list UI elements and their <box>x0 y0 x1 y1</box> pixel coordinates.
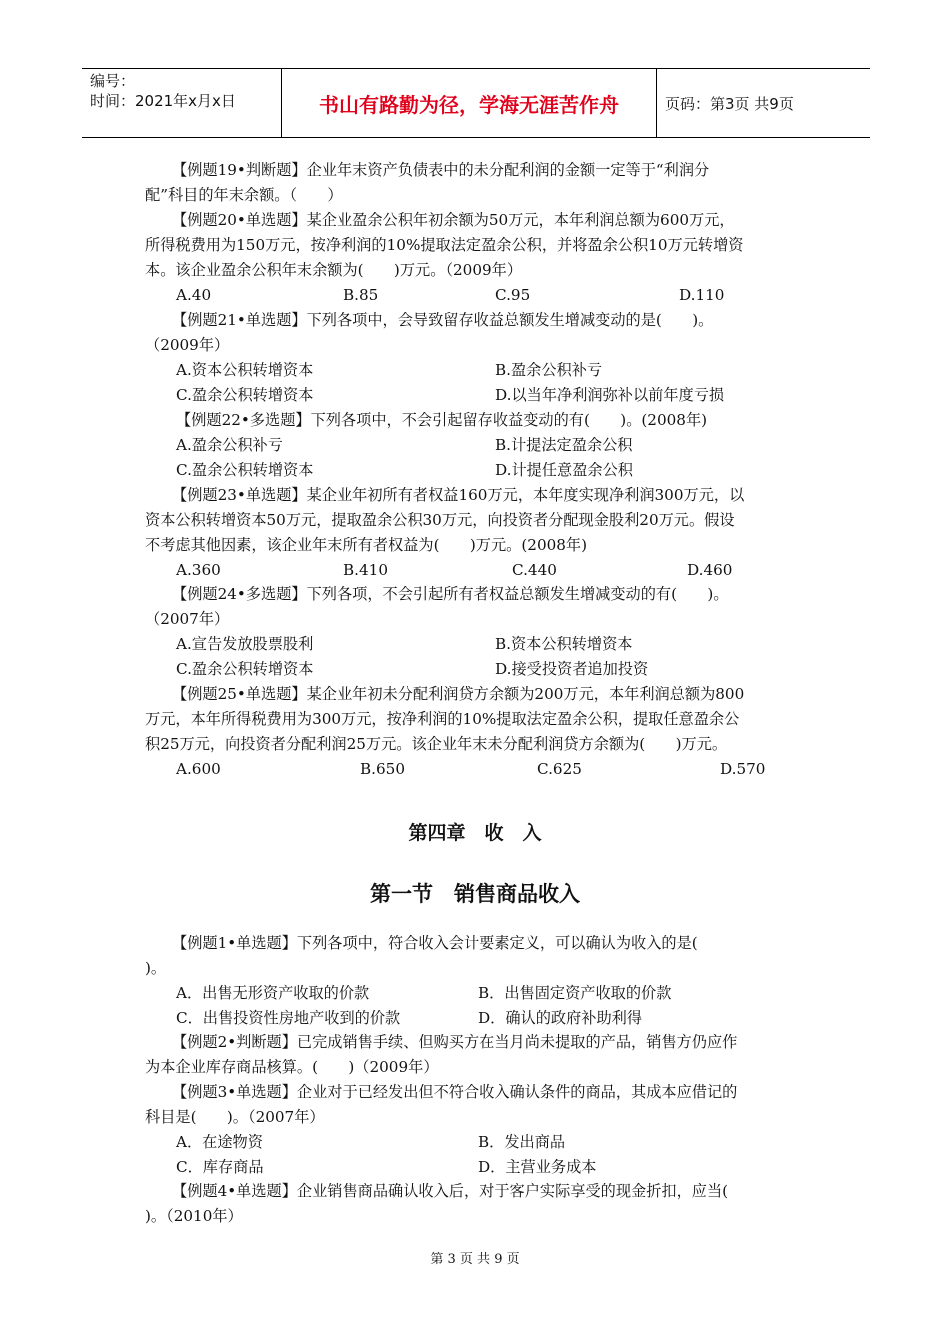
section-title: 第一节 销售商品收入 <box>370 882 580 906</box>
option-d: D.460 <box>687 561 733 579</box>
header-meta <box>82 69 282 137</box>
option-d: D.以当年净利润弥补以前年度亏损 <box>495 386 725 404</box>
option-d: D.110 <box>679 286 725 304</box>
header-motto: 书山有路勤为径，学海无涯苦作舟 <box>282 69 657 137</box>
text-line: 【例题3•单选题】企业对于已经发出但不符合收入确认条件的商品，其成本应借记的 <box>172 1083 738 1101</box>
option-a: A．出售无形资产收取的价款 <box>176 984 370 1002</box>
option-c: C.盈余公积转增资本 <box>176 386 314 404</box>
option-c: C.625 <box>537 760 582 778</box>
option-c: C.440 <box>512 561 557 579</box>
text-line: 科目是( )。（2007年） <box>145 1108 325 1126</box>
option-b: B.盈余公积补亏 <box>495 361 603 379</box>
text-line: 积25万元，向投资者分配利润25万元。该企业年末未分配利润贷方余额为( )万元。 <box>145 735 728 753</box>
text-line: 【例题25•单选题】某企业年初未分配利润贷方余额为200万元，本年利润总额为800 <box>172 685 745 703</box>
option-c: C．库存商品 <box>176 1158 264 1176</box>
text-line: 【例题2•判断题】已完成销售手续、但购买方在当月尚未提取的产品，销售方仍应作 <box>172 1033 738 1051</box>
option-a: A.360 <box>176 561 221 579</box>
text-line: 【例题22•多选题】下列各项中，不会引起留存收益变动的有( )。(2008年) <box>176 411 708 429</box>
option-a: A.盈余公积补亏 <box>176 436 283 454</box>
text-line: 本。该企业盈余公积年末余额为( )万元。（2009年） <box>145 261 523 279</box>
option-b: B.计提法定盈余公积 <box>495 436 633 454</box>
text-line: 【例题19•判断题】企业年末资产负债表中的未分配利润的金额一定等于“利润分 <box>172 161 710 179</box>
option-c: C.盈余公积转增资本 <box>176 660 314 678</box>
text-line: （2009年） <box>145 336 230 354</box>
option-d: D．主营业务成本 <box>478 1158 597 1176</box>
option-b: B.85 <box>343 286 379 304</box>
option-c: C.盈余公积转增资本 <box>176 461 314 479</box>
chapter-title: 第四章 收 入 <box>408 822 542 844</box>
text-line: 【例题23•单选题】某企业年初所有者权益160万元，本年度实现净利润300万元，以 <box>172 486 745 504</box>
option-a: A．在途物资 <box>176 1133 263 1151</box>
text-line: 配”科目的年末余额。（ ） <box>145 186 343 204</box>
option-b: B．出售固定资产收取的价款 <box>478 984 672 1002</box>
time-label: 时间：2021年x月x日 <box>90 92 236 110</box>
text-line: 【例题4•单选题】企业销售商品确认收入后，对于客户实际享受的现金折扣，应当( <box>172 1182 729 1200</box>
header-page-info: 页码：第3页 共9页 <box>665 94 794 113</box>
option-b: B.资本公积转增资本 <box>495 635 633 653</box>
text-line: 【例题24•多选题】下列各项，不会引起所有者权益总额发生增减变动的有( )。 <box>172 585 729 603</box>
text-line: 【例题20•单选题】某企业盈余公积年初余额为50万元，本年利润总额为600万元， <box>172 211 735 229</box>
text-line: 资本公积转增资本50万元，提取盈余公积30万元，向投资者分配现金股利20万元。假设 <box>145 511 735 529</box>
text-line: 不考虑其他因素，该企业年末所有者权益为( )万元。(2008年) <box>145 536 588 554</box>
option-b: B.410 <box>343 561 388 579</box>
option-b: B．发出商品 <box>478 1133 566 1151</box>
page-header <box>82 68 870 138</box>
option-c: C.95 <box>495 286 531 304</box>
option-a: A.宣告发放股票股利 <box>176 635 314 653</box>
text-line: 所得税费用为150万元，按净利润的10%提取法定盈余公积，并将盈余公积10万元转增资 <box>145 236 744 254</box>
option-d: D.接受投资者追加投资 <box>495 660 649 678</box>
text-line: 万元，本年所得税费用为300万元，按净利润的10%提取法定盈余公积，提取任意盈余公 <box>145 710 740 728</box>
option-d: D.570 <box>720 760 766 778</box>
option-d: D.计提任意盈余公积 <box>495 461 633 479</box>
number-label: 编号： <box>90 72 136 90</box>
text-line: 【例题1•单选题】下列各项中，符合收入会计要素定义，可以确认为收入的是( <box>172 934 698 952</box>
text-line: 为本企业库存商品核算。( )（2009年） <box>145 1058 439 1076</box>
text-line: )。（2010年） <box>145 1207 243 1225</box>
text-line: 【例题21•单选题】下列各项中，会导致留存收益总额发生增减变动的是( )。 <box>172 311 714 329</box>
page-footer: 第 3 页 共 9 页 <box>430 1252 520 1267</box>
option-c: C．出售投资性房地产收到的价款 <box>176 1009 401 1027</box>
option-a: A.600 <box>176 760 221 778</box>
option-b: B.650 <box>360 760 405 778</box>
text-line: )。 <box>145 959 167 977</box>
option-a: A.资本公积转增资本 <box>176 361 314 379</box>
text-line: （2007年） <box>145 610 230 628</box>
option-a: A.40 <box>176 286 212 304</box>
option-d: D．确认的政府补助利得 <box>478 1009 643 1027</box>
